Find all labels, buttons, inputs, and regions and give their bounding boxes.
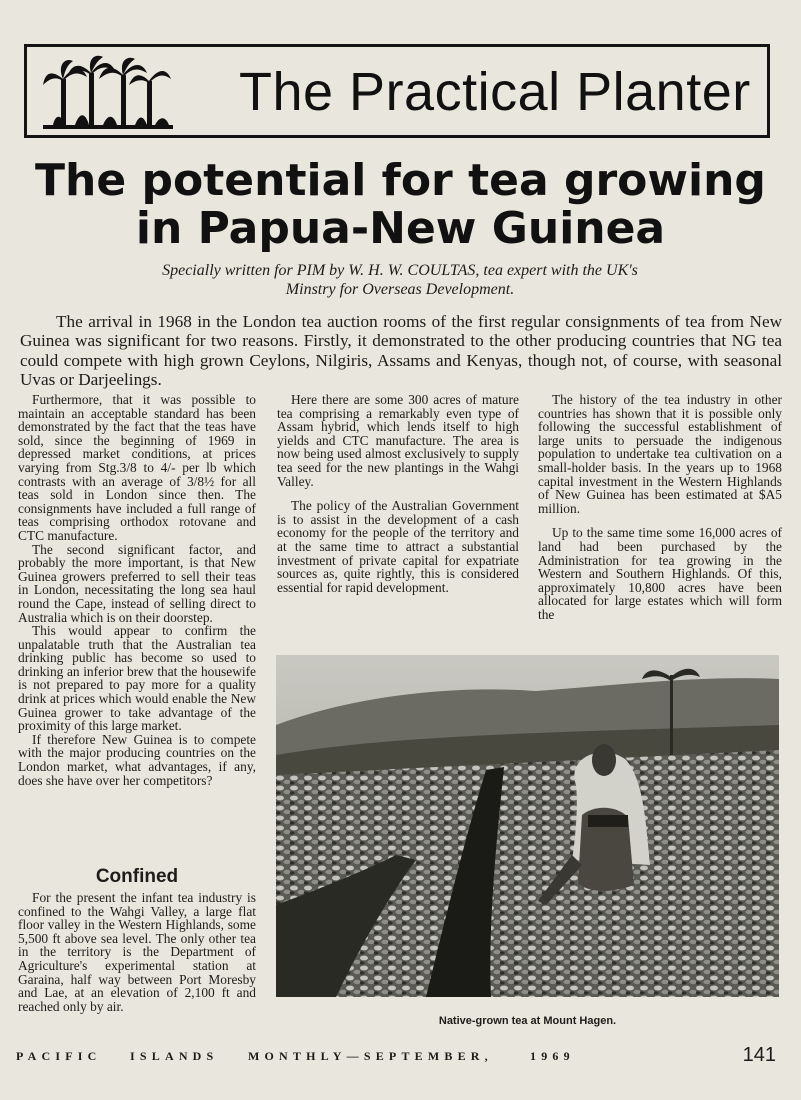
paragraph: If therefore New Guinea is to compete with the major producing countries on the London market, what advantages, if any, does she have over her competitors? bbox=[18, 731, 256, 788]
paragraph: The policy of the Australian Government is to assist in the development of a cash economy for the people of the territory and at the same time to attract a substantial investment of private capital for expatriate sources as, quite rightly, this is considered essential for rapid development. bbox=[277, 498, 519, 595]
column-3 bbox=[538, 393, 782, 622]
paragraph: This would appear to confirm the unpalatable truth that the Australian tea drinking public has become so used to drinking an inferior brew that the housewife is not prepared to pay more for a quality drink at prices which would enable the New Guinea grower to take advantage of the proximity of this large market. bbox=[18, 623, 256, 734]
headline-line-1: The potential for tea growing bbox=[35, 155, 766, 206]
paragraph: For the present the infant tea industry is confined to the Wahgi Valley, a large flat floor valley in the Western Highlands, some 5,500 ft above sea level. The only other tea in the territory is the Department of Agriculture's experimental station at Garaina, half way between Port Moresby and Lae, at an elevation of 2,100 ft and reached only by air. bbox=[18, 890, 256, 1014]
article-headline bbox=[0, 157, 801, 253]
palm-trees-icon bbox=[43, 55, 173, 131]
byline-line-2: Minstry for Overseas Development. bbox=[285, 281, 515, 298]
paragraph: Here there are some 300 acres of mature tea comprising a remarkably even type of Assam hybrid, which lends itself to high yields and CTC manufacture. The area is now being used almost exclusively to supply tea seed for the new plantings in the Wahgi Valley. bbox=[277, 392, 519, 489]
byline bbox=[60, 261, 740, 299]
photo-caption: Native-grown tea at Mount Hagen. bbox=[438, 1015, 617, 1027]
masthead bbox=[24, 44, 770, 138]
paragraph: The second significant factor, and probably the more important, is that New Guinea growers preferred to sell their teas in London, necessitating the long sea haul round the Cape, instead of selling direct to Australia which is on their doorstep. bbox=[18, 541, 256, 625]
photo-illustration bbox=[276, 655, 779, 997]
paragraph: The history of the tea industry in other countries has shown that it is possible only following the successful establishment of large units to persuade the indigenous population to undertake tea cultivation on a small-holder basis. In the years up to 1968 capital investment in the Western Highlands of New Guinea has been estimated at $A5 million. bbox=[538, 392, 782, 516]
subheading: Confined bbox=[95, 866, 179, 887]
footer-word: MONTHLY—SEPTEMBER, bbox=[248, 1049, 493, 1063]
footer-word: ISLANDS bbox=[130, 1049, 219, 1063]
footer-word: PACIFIC bbox=[16, 1049, 102, 1063]
lede-paragraph: The arrival in 1968 in the London tea auction rooms of the first regular consignments of tea from New Guinea was significant for two reasons. Firstly, it demonstrated to the other producing countries that NG tea could compete with high grown Ceylons, Nilgiris, Assams and Kenyas, though not, of course, with seasonal Uvas or Darjeelings. bbox=[20, 312, 782, 390]
column-1-continued bbox=[18, 891, 256, 1013]
byline-line-1: Specially written for PIM by W. H. W. COULTAS, tea expert with the UK's bbox=[162, 262, 638, 279]
page-number: 141 bbox=[742, 1044, 776, 1066]
tea-field-photo bbox=[276, 655, 779, 997]
masthead-title: The Practical Planter bbox=[239, 62, 751, 122]
page-footer bbox=[16, 1044, 776, 1071]
column-2 bbox=[277, 393, 519, 594]
paragraph: Furthermore, that it was possible to maintain an acceptable standard has been demonstrated by the fact that the teas have sold, since the beginning of 1969 in depressed market conditions, at prices varying from Stg.3/8 to 4/- per lb which contrasts with an average of 3/8½ for all teas sold in London since then. The consignments have included a full range of teas comprising orthodox rotovane and CTC manufacture. bbox=[18, 392, 256, 543]
headline-line-2: in Papua-New Guinea bbox=[135, 203, 666, 254]
paragraph: Up to the same time some 16,000 acres of land had been purchased by the Administration for tea growing in the Western and Southern Highlands. Of this, approximately 10,800 acres have been allocated for large estates which will form the bbox=[538, 525, 782, 622]
footer-year: 1969 bbox=[530, 1049, 575, 1063]
column-1 bbox=[18, 393, 256, 787]
